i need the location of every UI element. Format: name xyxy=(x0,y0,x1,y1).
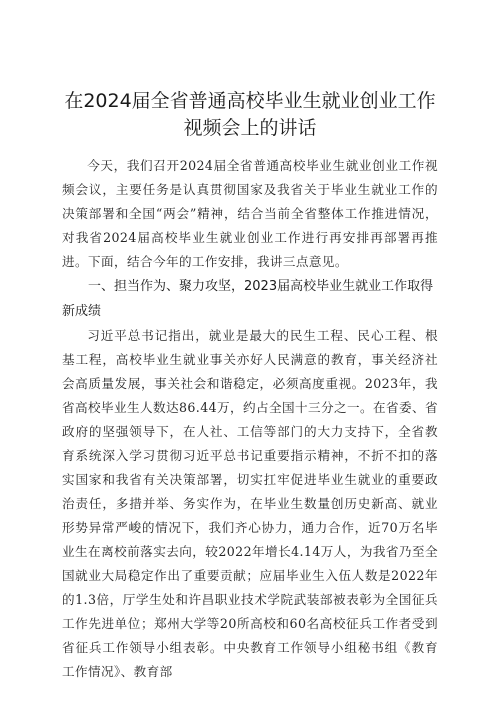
document-title-line-2: 视频会上的讲话 xyxy=(183,117,317,139)
section-1-paragraph: 习近平总书记指出，就业是最大的民生工程、民心工程、根基工程，高校毕业生就业事关亦好人民满意的教育，事关经济社会高质量发展，事关社会和谐稳定，必须高度重视。2023年，我省高校毕业生人数达86.44万，约占全国十三分之一。在省委、省政府的坚强领导下，在人社、工信等部门的大力支持下，全省教育系统深入学习贯彻习近平总书记重要指示精神，不折不扣的落实国家和我省有关决策部署，切实扛牢促进毕业生就业的重要政治责任，多措并举、务实作为，在毕业生数量创历史新高、就业形势异常严峻的情况下，我们齐心协力，通力合作，近70万名毕业生在离校前落实去向，较2022年增长4.14万人，为我省乃至全国就业大局稳定作出了重要贡献；应届毕业生入伍人数是2022年的1.3倍，厅学生处和许昌职业技术学院武装部被表彰为全国征兵工作先进单位；郑州大学等20所高校和60名高校征兵工作者受到省征兵工作领导小组表彰。中央教育工作领导小组秘书组《教育工作情况》、教育部 xyxy=(62,328,438,679)
document-title xyxy=(62,88,438,142)
document-body xyxy=(62,154,438,684)
intro-paragraph: 今天，我们召开2024届全省普通高校毕业生就业创业工作视频会议，主要任务是认真贯彻国家及我省关于毕业生就业工作的决策部署和全国“两会”精神，结合当前全省整体工作推进情况，对我省2024届高校毕业生就业创业工作进行再安排再部署再推进。下面，结合今年的工作安排，我讲三点意见。 xyxy=(62,158,438,269)
section-heading-1: 一、担当作为、聚力攻坚，2023届高校毕业生就业工作取得新成绩 xyxy=(62,279,434,319)
document-title-line-1: 在2024届全省普通高校毕业生就业创业工作 xyxy=(64,90,436,112)
